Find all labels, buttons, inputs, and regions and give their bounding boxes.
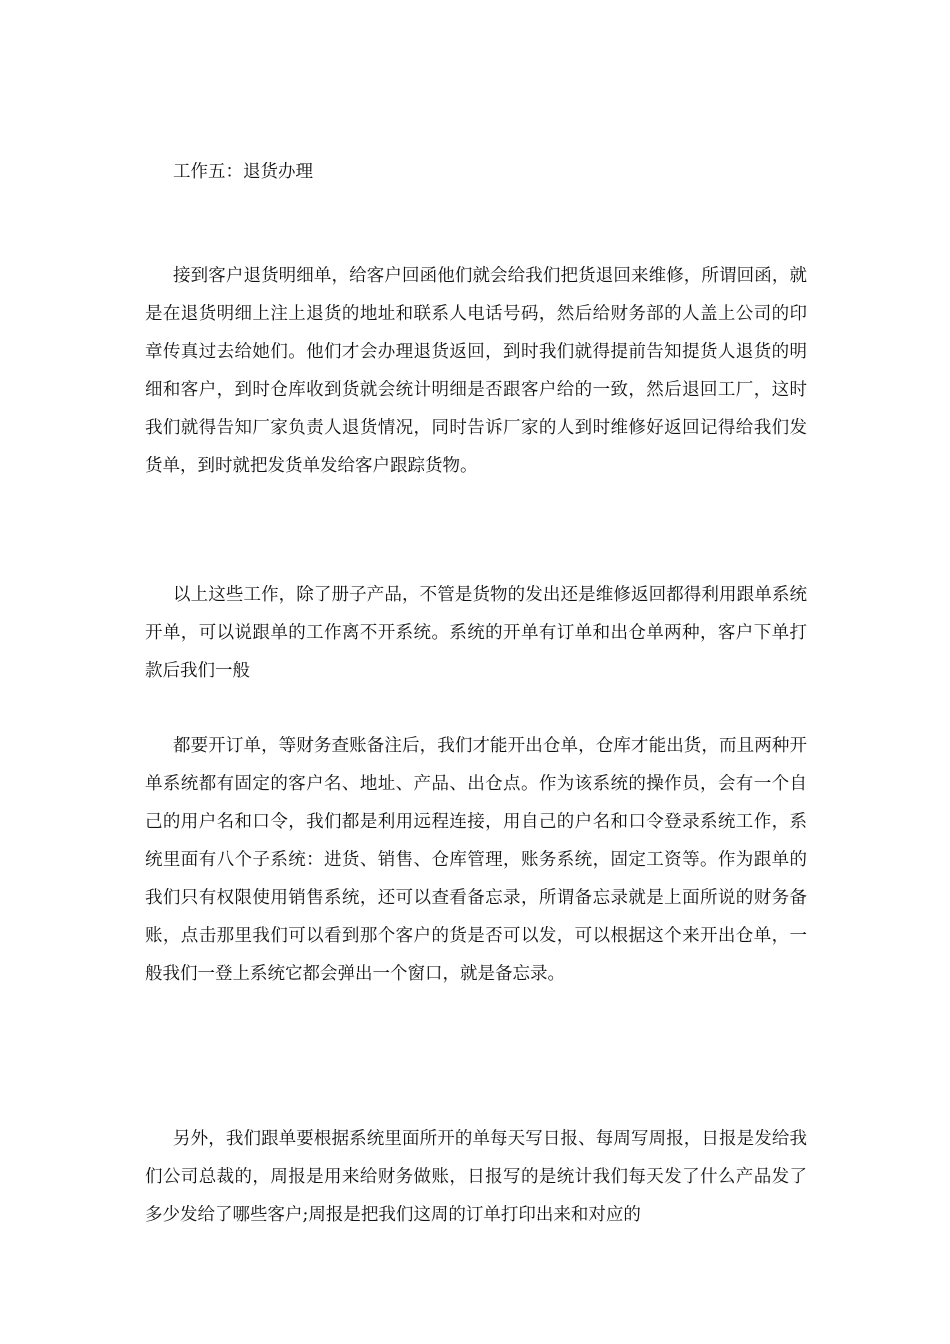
paragraph-system-orders: 以上这些工作，除了册子产品，不管是货物的发出还是维修返回都得利用跟单系统开单，可以说跟单的工作离不开系统。系统的开单有订单和出仓单两种，客户下单打款后我们一般 — [145, 585, 807, 681]
paragraph-system-usage: 都要开订单，等财务查账备注后，我们才能开出仓单，仓库才能出货，而且两种开单系统都有固定的客户名、地址、产品、出仓点。作为该系统的操作员，会有一个自己的用户名和口令，我们都是利用远程连接，用自己的户名和口令登录系统工作，系统里面有八个子系统：进货、销售、仓库管理，账务系统，固定工资等。作为跟单的我们只有权限使用销售系统，还可以查看备忘录，所谓备忘录就是上面所说的财务备账，点击那里我们可以看到那个客户的货是否可以发，可以根据这个来开出仓单，一般我们一登上系统它都会弹出一个窗口，就是备忘录。 — [145, 736, 807, 984]
section-heading: 工作五：退货办理 — [173, 162, 313, 182]
paragraph-reports: 另外，我们跟单要根据系统里面所开的单每天写日报、每周写周报，日报是发给我们公司总裁的，周报是用来给财务做账，日报写的是统计我们每天发了什么产品发了多少发给了哪些客户;周报是把我们这周的订单打印出来和对应的 — [145, 1129, 807, 1225]
paragraph-return-handling: 接到客户退货明细单，给客户回函他们就会给我们把货退回来维修，所谓回函，就是在退货明细上注上退货的地址和联系人电话号码，然后给财务部的人盖上公司的印章传真过去给她们。他们才会办理退货返回，到时我们就得提前告知提货人退货的明细和客户，到时仓库收到货就会统计明细是否跟客户给的一致，然后退回工厂，这时我们就得告知厂家负责人退货情况，同时告诉厂家的人到时维修好返回记得给我们发货单，到时就把发货单发给客户跟踪货物。 — [145, 266, 807, 476]
